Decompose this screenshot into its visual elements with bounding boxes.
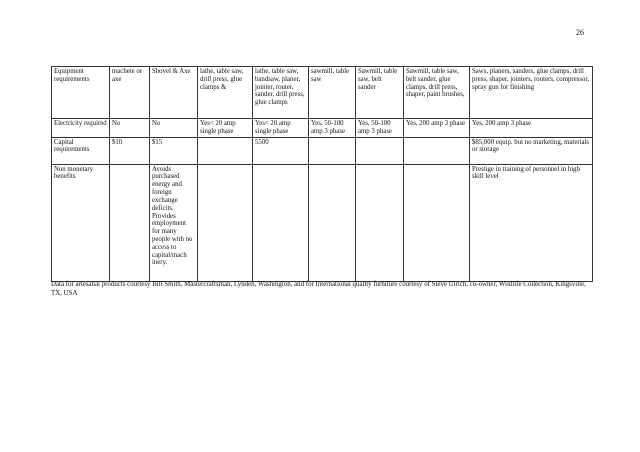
table-cell: Saws, planers, sanders, glue clamps, drill press, shaper, jointers, routers, compressor, spray gun for finishing bbox=[470, 67, 593, 119]
table-row-electricity bbox=[52, 119, 593, 138]
table-row-benefits bbox=[52, 164, 593, 281]
table-cell: Sawmill, table saw, belt sander bbox=[356, 67, 404, 119]
table-cell bbox=[198, 164, 253, 281]
row-label: Electricity required bbox=[52, 119, 110, 138]
row-label: Non monetary benefits bbox=[52, 164, 110, 281]
table-cell: Yes< 20 amp single phase bbox=[253, 119, 309, 138]
table-cell bbox=[309, 137, 356, 164]
table-cell: machete or axe bbox=[110, 67, 150, 119]
table-cell bbox=[110, 164, 150, 281]
table-cell bbox=[404, 164, 470, 281]
table-cell bbox=[356, 137, 404, 164]
page-number: 26 bbox=[576, 28, 584, 37]
requirements-table bbox=[51, 66, 593, 282]
table-cell: Yes, 200 amp 3 phase bbox=[470, 119, 593, 138]
table-cell: No bbox=[110, 119, 150, 138]
table-cell bbox=[253, 164, 309, 281]
table-cell: No bbox=[150, 119, 198, 138]
source-footnote: Data for artesanal products courtesy Bill Smith, Mastercraftsman, Lynden, Washington, and for International quality furniture courtesy of Steve Ulrich, co-owner, Wildlife Collection, Kingsville, TX, USA bbox=[51, 281, 586, 297]
table-cell: Avoids purchased energy and foreign exchange deficits. Provides employment for many people with no access to capital/mach inery. bbox=[150, 164, 198, 281]
table-cell bbox=[404, 137, 470, 164]
row-label: Capital requirements bbox=[52, 137, 110, 164]
table-cell: lathe, table saw, drill press, glue clamps & bbox=[198, 67, 253, 119]
row-label: Equipment requirements bbox=[52, 67, 110, 119]
table-cell: $85,000 equip. but no marketing, materials or storage bbox=[470, 137, 593, 164]
table-cell bbox=[356, 164, 404, 281]
table-cell: Yes, 50-100 amp 3 phase bbox=[309, 119, 356, 138]
table-row-capital bbox=[52, 137, 593, 164]
table-cell: 5500 bbox=[253, 137, 309, 164]
table-cell: Sawmill, table saw, belt sander, glue clamps, drill press, shaper, paint brushes, bbox=[404, 67, 470, 119]
table-cell bbox=[309, 164, 356, 281]
table-cell: Yes, 200 amp 3 phase bbox=[404, 119, 470, 138]
table-cell: sawmill, table saw bbox=[309, 67, 356, 119]
table-row-equipment bbox=[52, 67, 593, 119]
table-cell bbox=[198, 137, 253, 164]
table-cell: lathe, table saw, bandsaw, planer, jointer, router, sander, drill press, glue clamps bbox=[253, 67, 309, 119]
table-cell: Yes< 20 amp single phase bbox=[198, 119, 253, 138]
table-cell: $15 bbox=[150, 137, 198, 164]
table-cell: Prestige in training of personnel in high skill level bbox=[470, 164, 593, 281]
table-cell: Yes, 50-100 amp 3 phase bbox=[356, 119, 404, 138]
table-cell: $10 bbox=[110, 137, 150, 164]
table-cell: Shovel & Axe bbox=[150, 67, 198, 119]
